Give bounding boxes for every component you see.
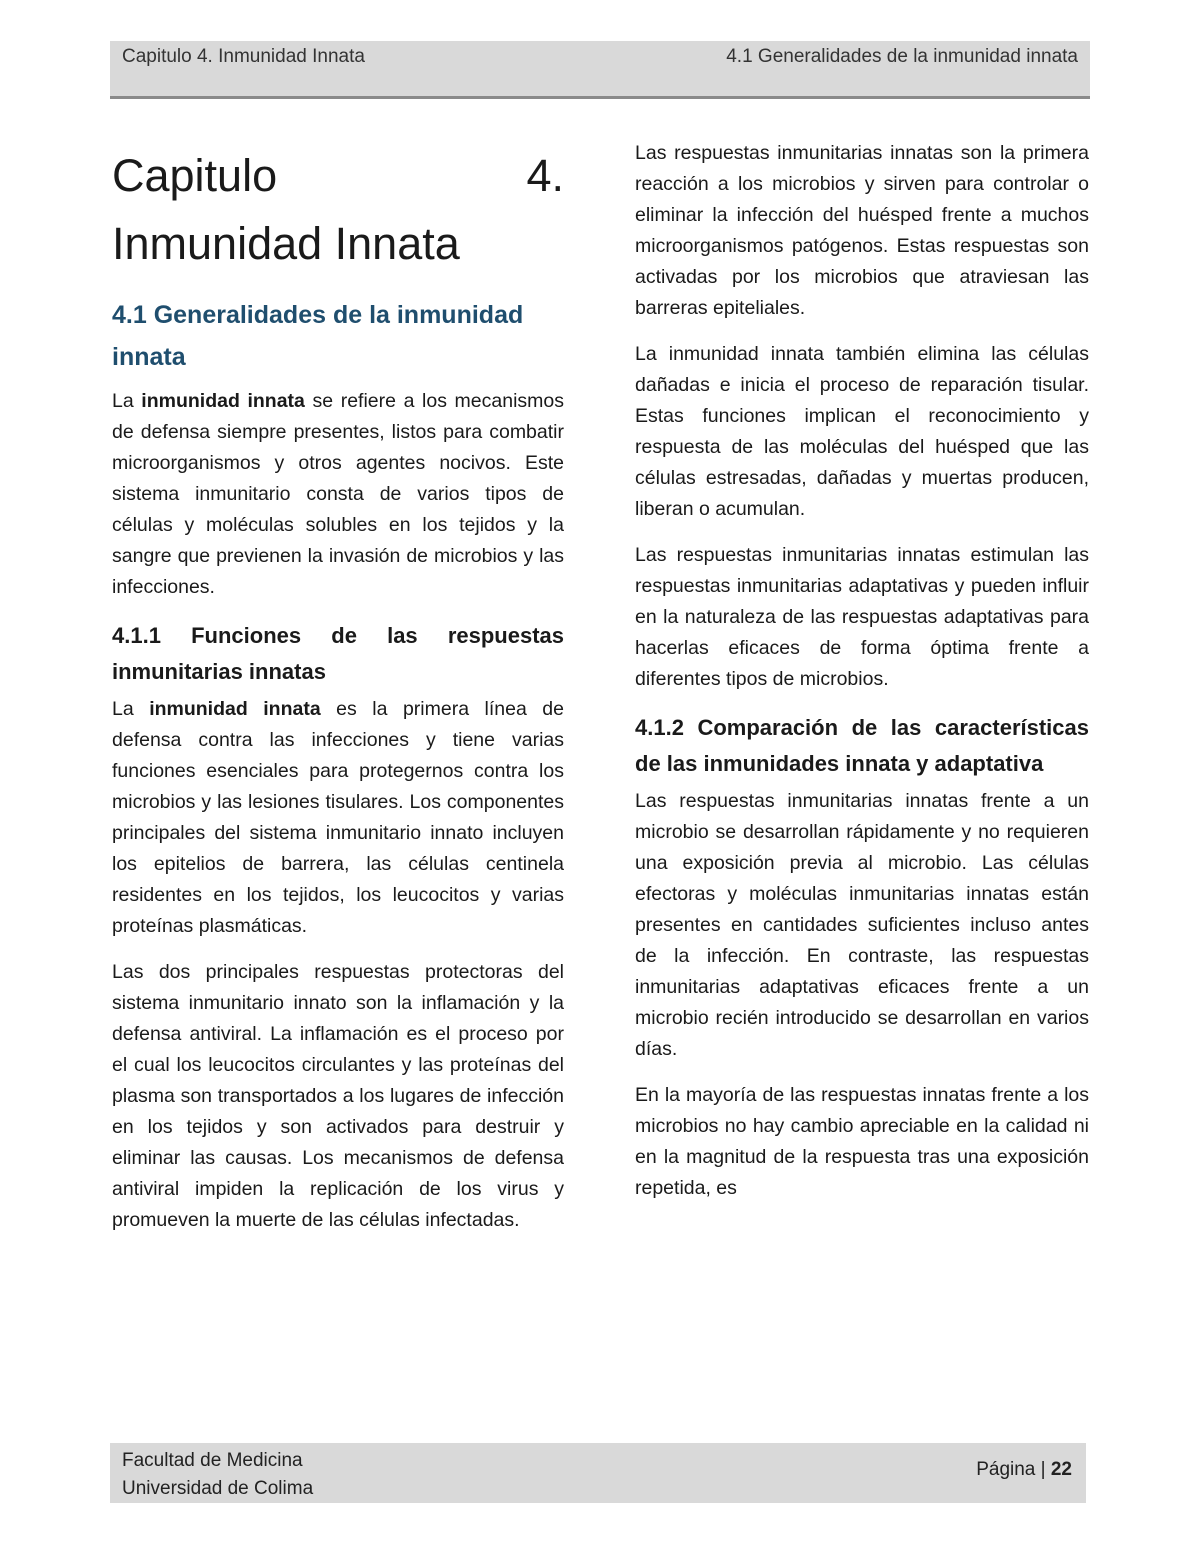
page-header xyxy=(110,41,1090,99)
sub1-paragraph-5: Las respuestas inmunitarias innatas estimulan las respuestas inmunitarias adaptativas y pueden influir en la naturaleza de las respuestas adaptativas para hacerlas eficaces de forma óptima frente a diferentes tipos de microbios. xyxy=(635,544,1089,690)
page-footer xyxy=(110,1443,1086,1503)
chapter-number: 4. xyxy=(526,150,564,201)
sub1-p1-pre: La xyxy=(112,698,150,720)
sub1-paragraph-1 xyxy=(112,694,564,942)
subsection-2-heading: 4.1.2 Comparación de las características de las inmunidades innata y adaptativa xyxy=(635,715,1089,776)
footer-faculty: Facultad de Medicina xyxy=(122,1450,303,1471)
footer-institution xyxy=(122,1447,313,1503)
subsection-1-heading: 4.1.1 Funciones de las respuestas inmunitarias innatas xyxy=(112,623,564,684)
page-number-value: 22 xyxy=(1050,1459,1072,1480)
sub1-paragraph-2: Las dos principales respuestas protectoras del sistema inmunitario innato son la inflamación y la defensa antiviral. La inflamación es el proceso por el cual los leucocitos circulantes y las proteínas del plasma son transportados a los lugares de infección en los tejidos y son activados para destruir y eliminar las causas. Los mecanismos de defensa antiviral impiden la replicación de los virus y promueven la muerte de las células infectadas. xyxy=(112,961,564,1231)
chapter-name: Inmunidad Innata xyxy=(112,218,460,269)
footer-university: Universidad de Colima xyxy=(122,1478,314,1499)
intro-post: se refiere a los mecanismos de defensa siempre presentes, listos para combatir microorganismos y otros agentes nocivos. Este sistema inmunitario consta de varios tipos de células y moléculas solubles en los tejidos y la sangre que previenen la invasión de microbios y las infecciones. xyxy=(112,390,564,598)
header-chapter: Capitulo 4. Inmunidad Innata xyxy=(122,46,365,67)
sub2-paragraph-1: Las respuestas inmunitarias innatas frente a un microbio se desarrollan rápidamente y no requieren una exposición previa al microbio. Las células efectoras y moléculas inmunitarias innatas están presentes en cantidades suficientes incluso antes de la infección. En contraste, las respuestas inmunitarias adaptativas eficaces frente a un microbio recién introducido se desarrollan en varios días. xyxy=(635,790,1089,1060)
page-number xyxy=(976,1459,1072,1481)
left-column xyxy=(112,140,564,1251)
sub1-paragraph-4: La inmunidad innata también elimina las células dañadas e inicia el proceso de reparación tisular. Estas funciones implican el reconocimiento y respuesta de las moléculas del huésped que las células estresadas, dañadas y muertas producen, liberan o acumulan. xyxy=(635,343,1089,520)
intro-bold-term: inmunidad innata xyxy=(141,390,305,412)
sub1-p1-bold-term: inmunidad innata xyxy=(149,698,321,720)
page-label: Página | xyxy=(976,1459,1051,1480)
chapter-title xyxy=(112,142,564,278)
section-heading: 4.1 Generalidades de la inmunidad innata xyxy=(112,301,524,371)
chapter-word: Capitulo xyxy=(112,150,278,201)
sub1-paragraph-3: Las respuestas inmunitarias innatas son la primera reacción a los microbios y sirven para controlar o eliminar la infección del huésped frente a muchos microorganismos patógenos. Estas respuestas son activadas por los microbios que atraviesan las barreras epiteliales. xyxy=(635,142,1089,319)
intro-pre: La xyxy=(112,390,142,412)
right-column xyxy=(635,138,1089,1219)
sub1-p1-post: es la primera línea de defensa contra las infecciones y tiene varias funciones esenciales para protegernos contra los microbios y las lesiones tisulares. Los componentes principales del sistema inmunitario innato incluyen los epitelios de barrera, las células centinela residentes en los tejidos, los leucocitos y varias proteínas plasmáticas. xyxy=(112,698,565,937)
sub2-paragraph-2: En la mayoría de las respuestas innatas frente a los microbios no hay cambio apreciable en la calidad ni en la magnitud de la respuesta tras una exposición repetida, es xyxy=(635,1084,1089,1199)
section-intro-paragraph xyxy=(112,386,564,603)
header-section: 4.1 Generalidades de la inmunidad innata xyxy=(726,46,1078,67)
